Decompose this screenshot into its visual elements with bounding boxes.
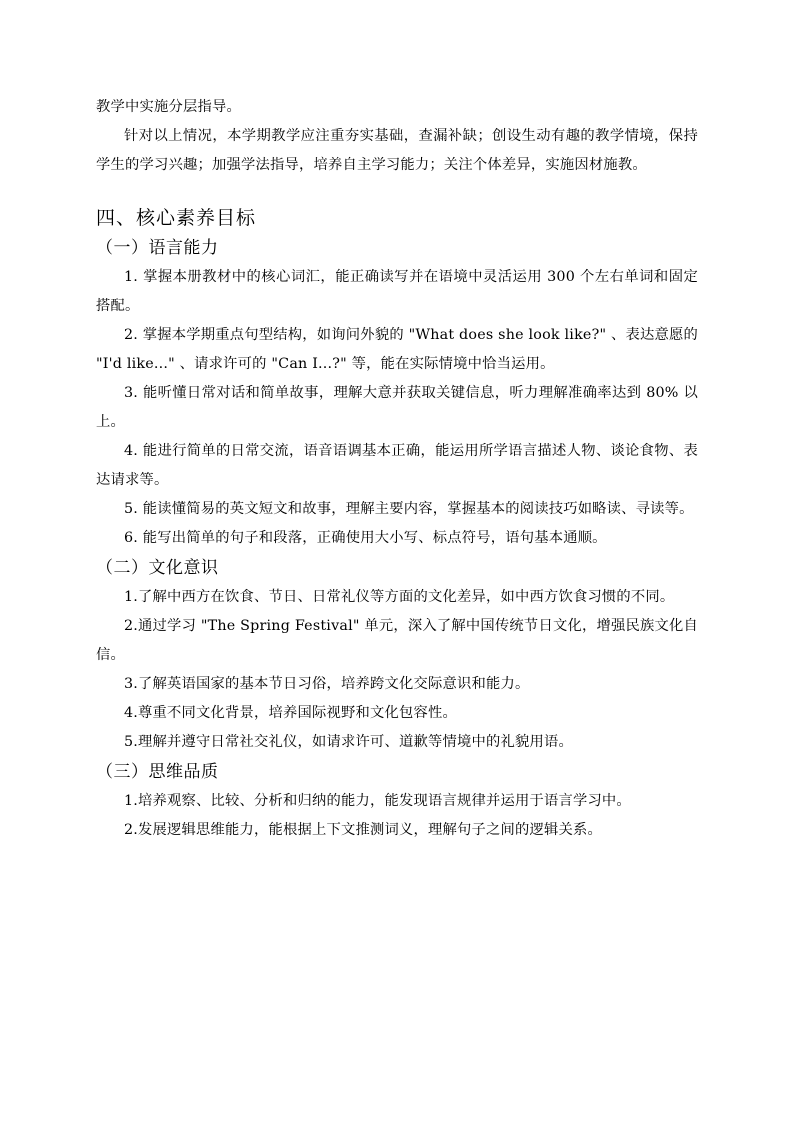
list-item: 2.通过学习 "The Spring Festival" 单元，深入了解中国传统节日文化，增强民族文化自信。 [96,618,698,663]
list-item: 2. 掌握本学期重点句型结构，如询问外貌的 "What does she look like?" 、表达意愿的 "I'd like..." 、请求许可的 "Can I...?" 等，能在实际情境中恰当运用。 [96,327,698,372]
subsection-title-thinking: （三）思维品质 [96,762,219,782]
list-item: 1.培养观察、比较、分析和归纳的能力，能发现语言规律并运用于语言学习中。 [124,793,631,809]
subsection-title-language: （一）语言能力 [96,238,219,258]
thinking-goals-list [96,787,698,845]
list-item: 2.发展逻辑思维能力，能根据上下文推测词义，理解句子之间的逻辑关系。 [124,822,602,838]
intro-continuation: 教学中实施分层指导。 [96,99,241,115]
section-title-core-goals: 四、核心素养目标 [96,207,257,229]
list-item: 3.了解英语国家的基本节日习俗，培养跨文化交际意识和能力。 [124,676,530,692]
document-content [96,93,698,845]
subsection-title-culture: （二）文化意识 [96,558,219,578]
list-item: 4.尊重不同文化背景，培养国际视野和文化包容性。 [124,705,457,721]
intro-paragraph: 针对以上情况，本学期教学应注重夯实基础，查漏补缺；创设生动有趣的教学情境，保持学生的学习兴趣；加强学法指导，培养自主学习能力；关注个体差异，实施因材施教。 [96,128,698,173]
list-item: 1.了解中西方在饮食、节日、日常礼仪等方面的文化差异，如中西方饮食习惯的不同。 [124,589,675,605]
list-item: 5. 能读懂简易的英文短文和故事，理解主要内容，掌握基本的阅读技巧如略读、寻读等。 [124,501,694,517]
list-item: 6. 能写出简单的句子和段落，正确使用大小写、标点符号，语句基本通顺。 [124,530,607,546]
list-item: 4. 能进行简单的日常交流，语音语调基本正确，能运用所学语言描述人物、谈论食物、表达请求等。 [96,443,698,488]
culture-goals-list [96,583,698,757]
list-item: 3. 能听懂日常对话和简单故事，理解大意并获取关键信息，听力理解准确率达到 80% 以上。 [96,385,698,430]
list-item: 5.理解并遵守日常社交礼仪，如请求许可、道歉等情境中的礼貌用语。 [124,734,573,750]
language-goals-list [96,263,698,553]
list-item: 1. 掌握本册教材中的核心词汇，能正确读写并在语境中灵活运用 300 个左右单词和固定搭配。 [96,269,698,314]
